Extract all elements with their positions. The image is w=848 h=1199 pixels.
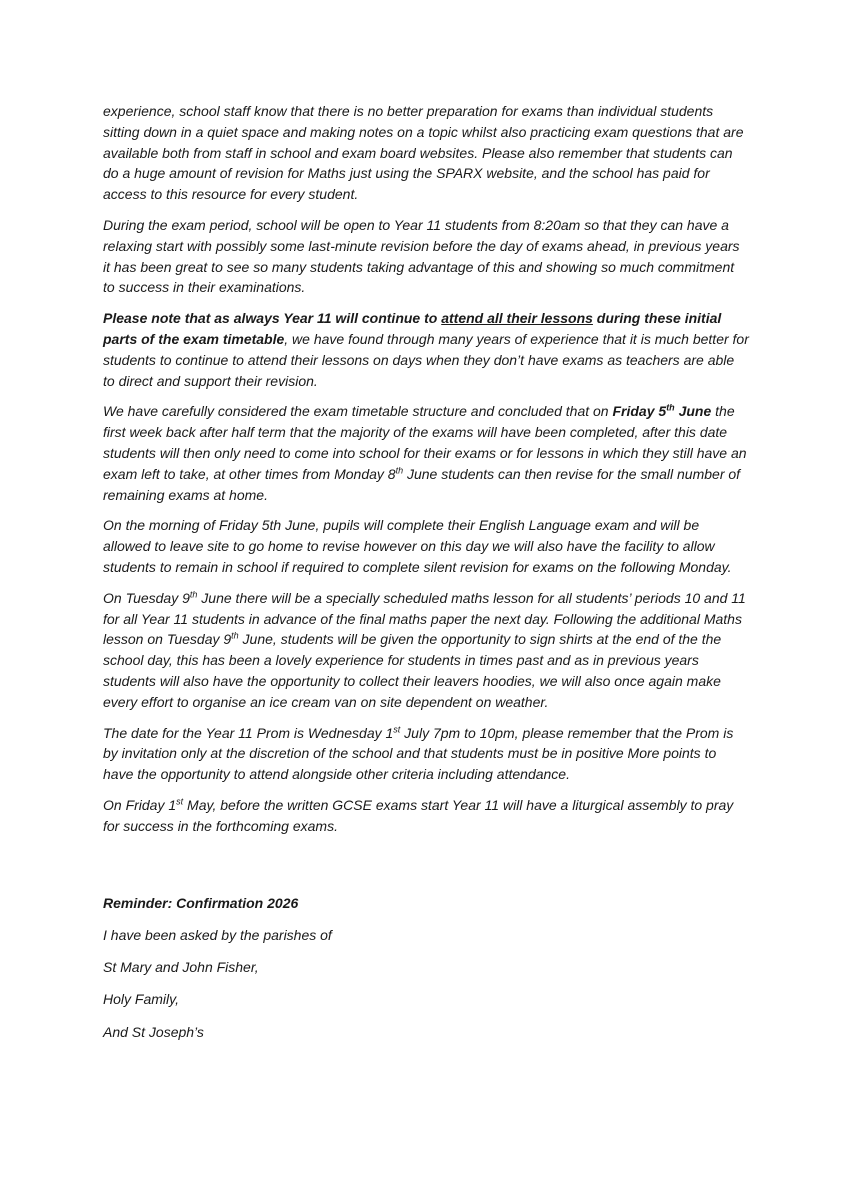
timetable-monday-sup: th (395, 465, 404, 476)
timetable-text-c: June students can then revise for the small number of remaining exams at home. (103, 465, 741, 503)
paragraph-assembly (103, 795, 749, 837)
timetable-date-bold-b: June (674, 403, 712, 420)
reminder-line-1: I have been asked by the parishes of (103, 926, 332, 943)
attend-lessons-bold-b: during these initial parts of the exam timetable (103, 310, 722, 347)
attend-lessons-bold-a: Please note that as always Year 11 will continue to (103, 310, 442, 327)
maths-sup-1: th (189, 589, 198, 600)
attend-lessons-rest: , we have found through many years of experience that it is much better for students to continue to attend their lessons on days when they don’t have exams as teachers are able to direct and support their revision. (103, 330, 749, 389)
reminder-line-2: St Mary and John Fisher, (103, 959, 259, 976)
prom-sup: st (393, 723, 401, 734)
maths-text-b: June there will be a specially scheduled maths lesson for all students’ periods 10 and 11 for all Year 11 students in advance of the final maths paper the next day. Following the additional Maths lesson on Tuesday 9 (103, 589, 746, 648)
paragraph-exam-period-opening: During the exam period, school will be open to Year 11 students from 8:20am so that they can have a relaxing start with possibly some last-minute revision before the day of exams ahead, in previous years it has been great to see so many students taking advantage of this and showing so much commitment to success in their examinations. (103, 216, 740, 296)
timetable-date-bold-a: Friday 5 (612, 403, 667, 420)
assembly-text-a: On Friday 1 (103, 796, 177, 813)
reminder-line-4: And St Joseph’s (103, 1023, 204, 1040)
reminder-heading: Reminder: Confirmation 2026 (103, 894, 299, 911)
maths-text-a: On Tuesday 9 (103, 589, 190, 606)
timetable-date-sup: th (666, 402, 675, 413)
assembly-sup: st (176, 796, 184, 807)
maths-sup-2: th (231, 630, 239, 641)
paragraph-revision-advice: experience, school staff know that there is no better preparation for exams than individual students sitting down in a quiet space and making notes on a topic whilst also practicing exam questions that are available both from staff in school and exam board websites. Please also remember that students can do a huge amount of revision for Maths just using the SPARX website, and the school has paid for access to this resource for every student. (103, 103, 744, 203)
timetable-text-b: the first week back after half term that the majority of the exams will have been completed, after this date students will then only need to come into school for their exams or for lessons in which they still have an exam left to take, at other times from Monday 8 (103, 403, 747, 482)
attend-lessons-underlined: attend all their lessons (441, 310, 593, 327)
maths-text-c: June, students will be given the opportunity to sign shirts at the end of the the school day, this has been a lovely experience for students in times past and as in previous years students will also have the opportunity to collect their leavers hoodies, we will also once again make every effort to organise an ice cream van on site dependent on weather. (103, 631, 722, 710)
letter-page (103, 101, 749, 1054)
paragraph-english-language-exam: On the morning of Friday 5th June, pupils will complete their English Language exam and will be allowed to leave site to go home to revise however on this day we will also have the facility to allow students to remain in school if required to complete silent revision for exams on the following Monday. (103, 517, 732, 575)
paragraph-prom (103, 723, 749, 785)
paragraph-attend-lessons (103, 308, 749, 391)
timetable-text-a: We have carefully considered the exam timetable structure and concluded that on (103, 403, 613, 420)
prom-text-a: The date for the Year 11 Prom is Wednesday 1 (103, 724, 394, 741)
paragraph-maths-lesson (103, 588, 749, 713)
reminder-line-3: Holy Family, (103, 991, 179, 1008)
prom-text-b: July 7pm to 10pm, please remember that the Prom is by invitation only at the discretion of the school and that students must be in positive More points to have the opportunity to attend alongside other criteria including attendance. (103, 724, 734, 783)
assembly-text-b: May, before the written GCSE exams start Year 11 will have a liturgical assembly to pray for success in the forthcoming exams. (103, 796, 734, 834)
paragraph-timetable-structure (103, 401, 749, 505)
